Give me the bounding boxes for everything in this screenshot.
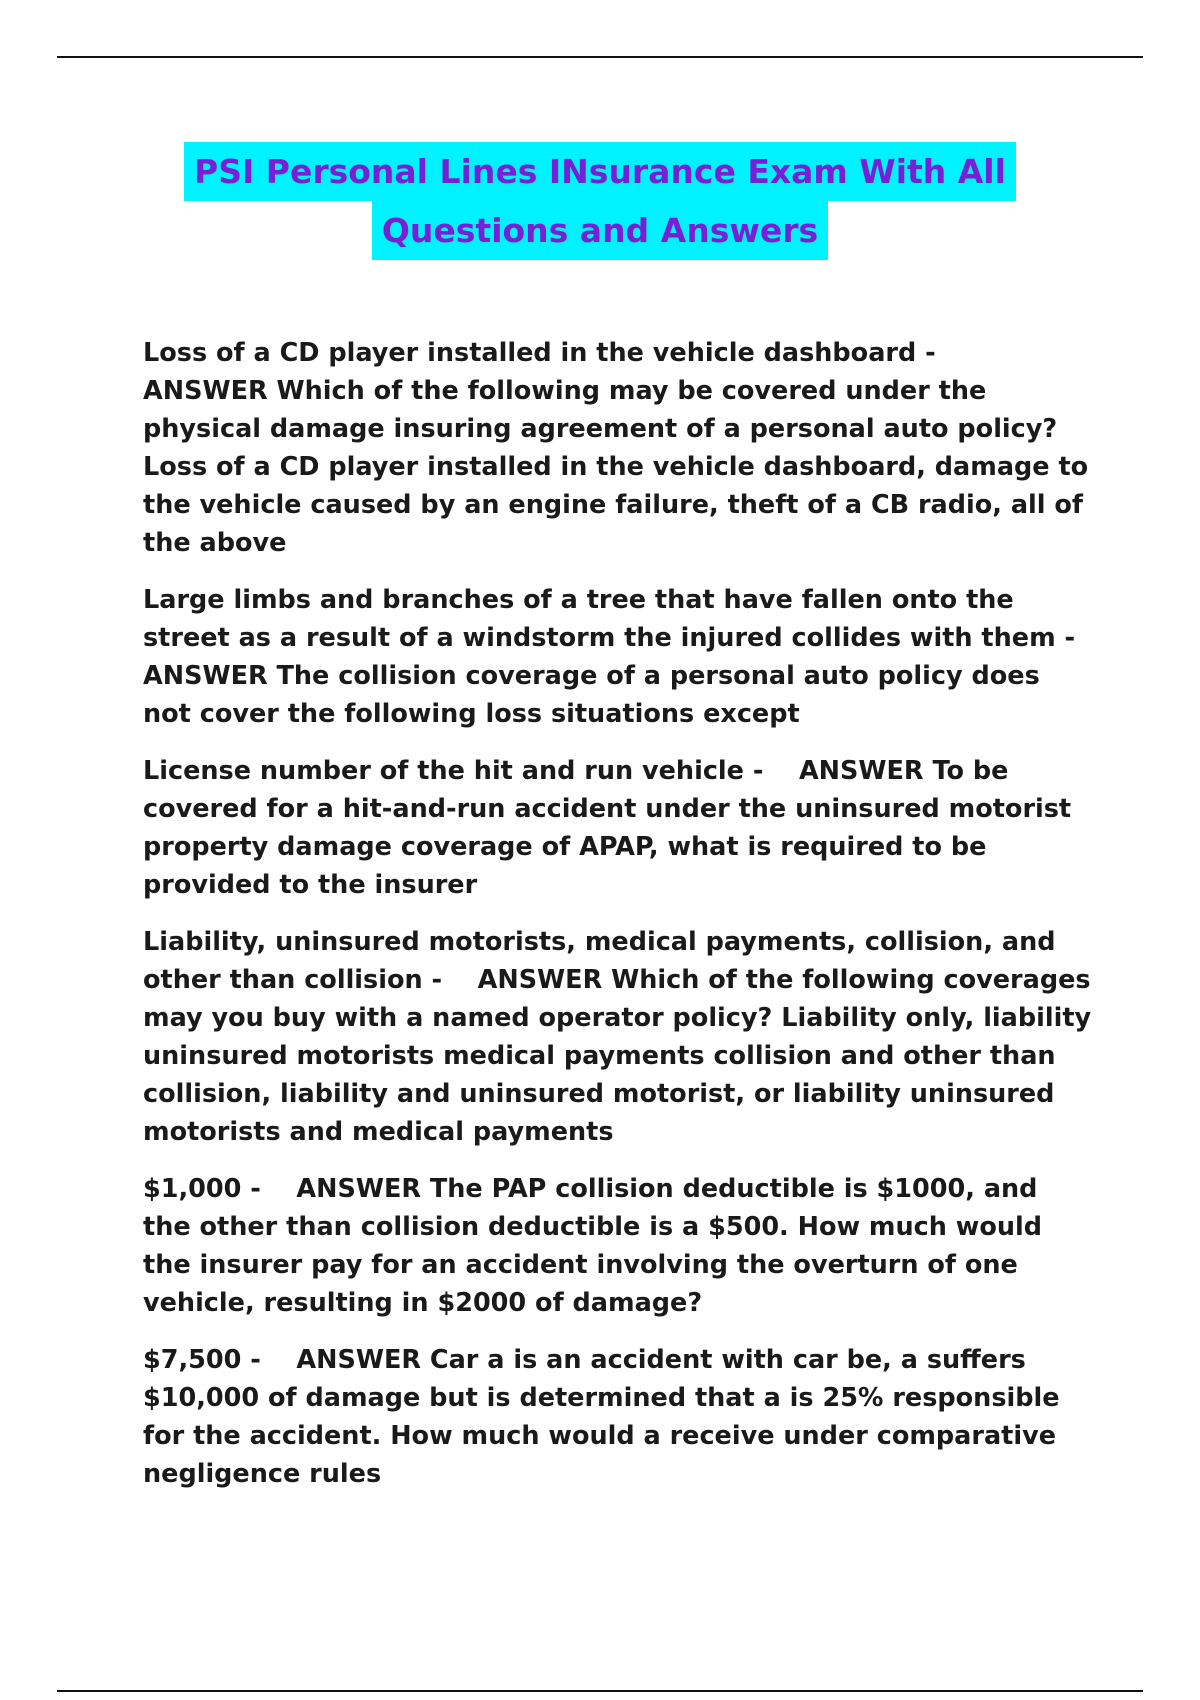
qa-list: [143, 334, 1111, 1512]
bottom-divider: [57, 1690, 1143, 1692]
qa-item: Loss of a CD player installed in the vehicle dashboard - ANSWER Which of the following may be covered under the physical damage insuring agreement of a personal auto policy? Loss of a CD player installed in the vehicle dashboard, damage to the vehicle caused by an engine failure, theft of a CB radio, all of the above: [143, 338, 1098, 558]
qa-item: Large limbs and branches of a tree that have fallen onto the street as a result of a windstorm the injured collides with them - ANSWER The collision coverage of a personal auto policy does not cover the following loss situations except: [143, 585, 1111, 729]
qa-item: $7,500 - ANSWER Car a is an accident with car be, a suffers $10,000 of damage but is determined that a is 25% responsible for the accident. How much would a receive under comparative negligence rules: [143, 1345, 1069, 1489]
title-line-2: Questions and Answers: [372, 201, 828, 260]
qa-item: License number of the hit and run vehicle - ANSWER To be covered for a hit-and-run accident under the uninsured motorist property damage coverage of APAP, what is required to be provided to the insurer: [143, 756, 1081, 900]
top-divider: [57, 56, 1143, 58]
qa-item: Liability, uninsured motorists, medical payments, collision, and other than collision - ANSWER Which of the following coverages may you buy with a named operator policy? Liability only, liability uninsured motorists medical payments collision and other than collision, liability and uninsured motorist, or liability uninsured motorists and medical payments: [143, 927, 1101, 1147]
document-title: [100, 142, 1100, 260]
qa-item: $1,000 - ANSWER The PAP collision deductible is $1000, and the other than collision deductible is a $500. How much would the insurer pay for an accident involving the overturn of one vehicle, resulting in $2000 of damage?: [143, 1174, 1051, 1318]
title-line-1: PSI Personal Lines INsurance Exam With All: [184, 142, 1016, 201]
